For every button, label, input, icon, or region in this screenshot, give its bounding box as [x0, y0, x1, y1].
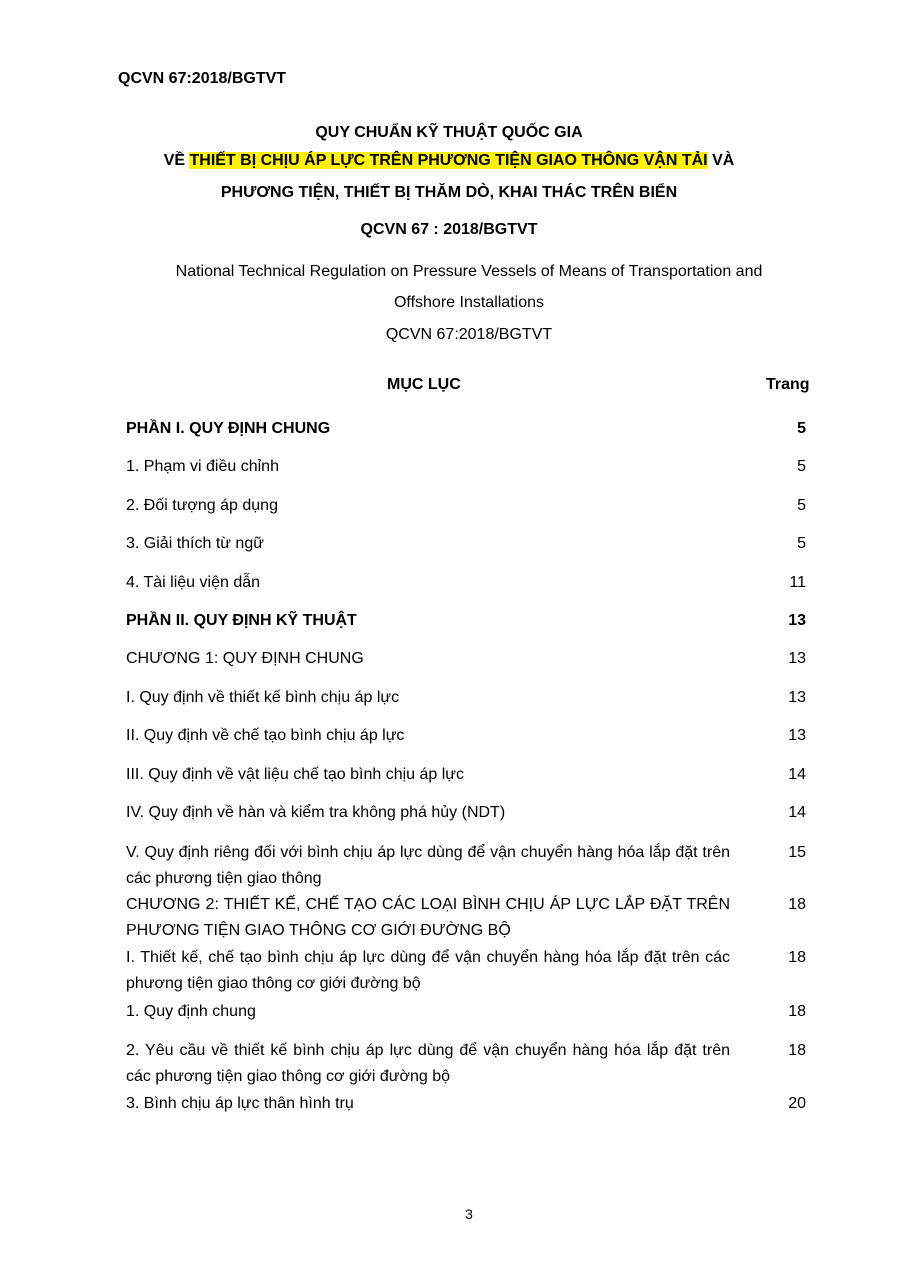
toc-heading: MỤC LỤC [387, 376, 461, 393]
toc-entry-page: 13 [788, 612, 806, 629]
toc-entry-text: CHƯƠNG 2: THIẾT KẾ, CHẾ TẠO CÁC LOẠI BÌNH CHỊU ÁP LỰC LẮP ĐẶT TRÊN PHƯƠNG TIỆN GIAO THÔNG CƠ GIỚI ĐƯỜNG BỘ [126, 896, 730, 939]
toc-entry-text: III. Quy định về vật liệu chế tạo bình chịu áp lực [126, 766, 465, 783]
toc-entry-text: II. Quy định về chế tạo bình chịu áp lực [126, 727, 405, 744]
toc-entry-page: 20 [788, 1095, 806, 1112]
title-line-3: PHƯƠNG TIỆN, THIẾT BỊ THĂM DÒ, KHAI THÁC TRÊN BIỂN [220, 184, 678, 201]
toc-entry-page: 14 [788, 804, 806, 821]
toc-entry-page: 11 [789, 574, 806, 591]
title-line-2-suffix: VÀ [707, 152, 735, 169]
toc-entry-page: 13 [788, 689, 806, 706]
english-title-line-2: Offshore Installations [393, 294, 544, 311]
page-number: 3 [465, 1206, 473, 1222]
toc-entry-page: 5 [797, 535, 806, 552]
toc-entry-text: IV. Quy định về hàn và kiểm tra không phá hủy (NDT) [126, 804, 506, 821]
toc-entry-page: 18 [788, 949, 806, 966]
toc-entry-text: 1. Phạm vi điều chỉnh [126, 458, 279, 475]
title-line-2 [0, 152, 898, 170]
toc-entry-text: 3. Bình chịu áp lực thân hình trụ [126, 1095, 354, 1112]
toc-entry-text: 2. Yêu cầu về thiết kế bình chịu áp lực dùng để vận chuyển hàng hóa lắp đặt trên các phương tiện giao thông cơ giới đường bộ [126, 1042, 730, 1085]
toc-entry-text: 1. Quy định chung [126, 1003, 256, 1020]
toc-entry-text: CHƯƠNG 1: QUY ĐỊNH CHUNG [126, 650, 364, 667]
toc-entry-text: I. Quy định về thiết kế bình chịu áp lực [126, 689, 400, 706]
toc-entry-page: 13 [788, 727, 806, 744]
title-line-2-prefix: VỀ [163, 152, 190, 169]
toc-entry-page: 15 [788, 844, 806, 861]
document-code: QCVN 67:2018/BGTVT [118, 70, 287, 87]
toc-entry-page: 18 [788, 896, 806, 913]
toc-entry-text: I. Thiết kế, chế tạo bình chịu áp lực dùng để vận chuyển hàng hóa lắp đặt trên các phương tiện giao thông cơ giới đường bộ [126, 949, 730, 992]
toc-entry-text: V. Quy định riêng đối với bình chịu áp lực dùng để vận chuyển hàng hóa lắp đặt trên các phương tiện giao thông [126, 844, 730, 887]
toc-entry-text: 3. Giải thích từ ngữ [126, 535, 264, 552]
toc-entry-page: 13 [788, 650, 806, 667]
title-highlight: THIẾT BỊ CHỊU ÁP LỰC TRÊN PHƯƠNG TIỆN GIAO THÔNG VẬN TẢI [189, 152, 708, 169]
toc-entry-page: 5 [797, 420, 806, 437]
english-title-line-1: National Technical Regulation on Pressure Vessels of Means of Transportation and [175, 263, 763, 280]
toc-entry-text: PHẦN II. QUY ĐỊNH KỸ THUẬT [126, 612, 357, 629]
toc-entry-page: 18 [788, 1042, 806, 1059]
toc-entry-page: 5 [797, 458, 806, 475]
english-code: QCVN 67:2018/BGTVT [385, 326, 553, 343]
title-code: QCVN 67 : 2018/BGTVT [360, 221, 538, 238]
title-line-1: QUY CHUẨN KỸ THUẬT QUỐC GIA [315, 124, 583, 141]
toc-page-heading: Trang [766, 376, 810, 393]
toc-entry-text: 2. Đối tượng áp dụng [126, 497, 278, 514]
toc-entry-text: PHẦN I. QUY ĐỊNH CHUNG [126, 420, 331, 437]
toc-entry-text: 4. Tài liệu viện dẫn [126, 574, 261, 591]
toc-entry-page: 18 [788, 1003, 806, 1020]
toc-entry-page: 14 [788, 766, 806, 783]
toc-entry-page: 5 [797, 497, 806, 514]
